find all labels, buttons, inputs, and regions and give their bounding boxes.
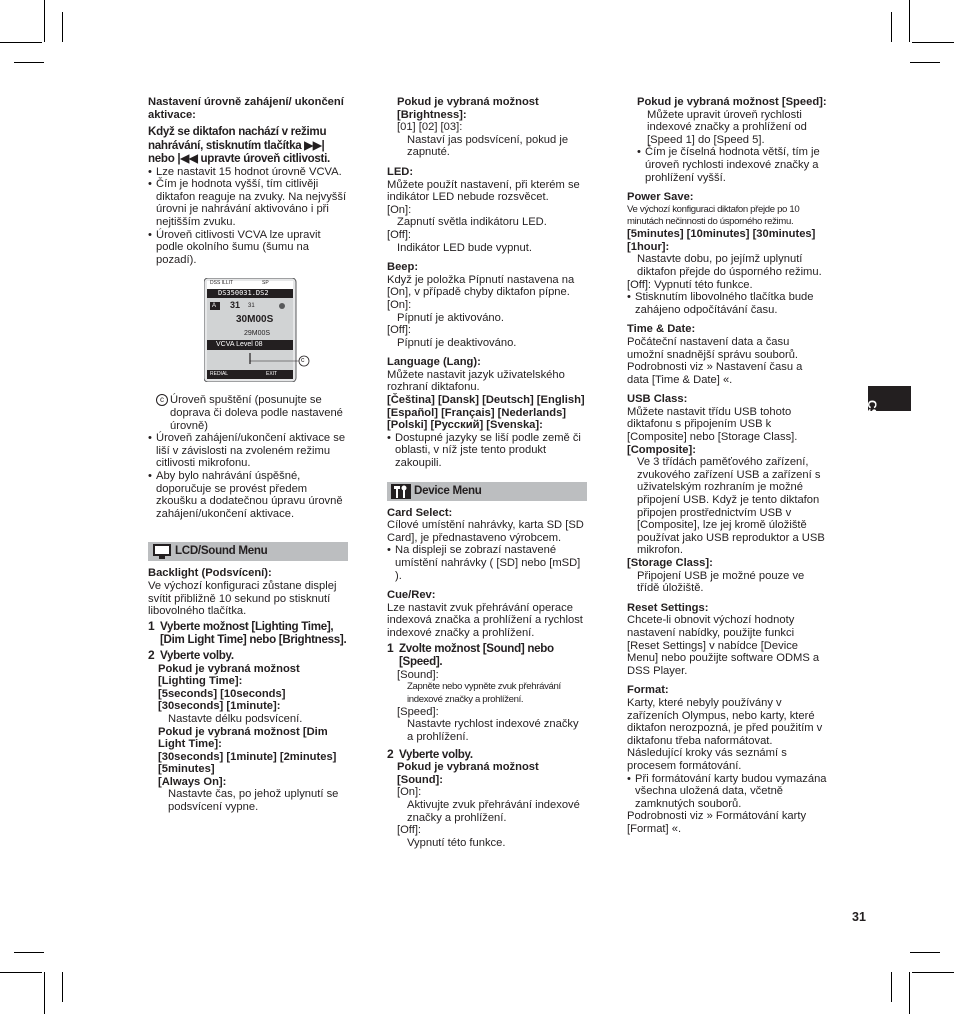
language-notes [387, 432, 587, 470]
time-date-description: Počáteční nastavení data a času umožní snadnější správu souborů. [627, 335, 799, 361]
step-number: 2 [387, 746, 394, 761]
backlight-heading: Backlight (Podsvícení): [148, 567, 272, 580]
card-select-description: Cílové umístění nahrávky, karta SD [SD Card], je přednastaveno výrobcem. [387, 519, 584, 544]
column-2 [387, 96, 587, 849]
beep-off-description: Pípnutí je deaktivováno. [397, 336, 517, 349]
list-item: • Při formátování karty budou vymazána všechna uložená data, včetně zamknutých souborů. [627, 773, 827, 811]
list-item: • Stisknutím libovolného tlačítka bude zahájeno odpočítávání času. [627, 291, 827, 316]
screen-vcva-level: VCVA Level 08 [216, 341, 263, 349]
led-off-description: Indikátor LED bude vypnut. [397, 241, 532, 254]
crop-mark [910, 62, 940, 63]
crop-mark [910, 952, 940, 953]
vcva-heading: Nastavení úrovně zahájení/ ukončení aktivace: [148, 96, 344, 121]
composite-description: Ve 3 třídách paměťového zařízení, zvukového zařízení USB a zařízení s uživatelským rozhraním je možné připojení USB. Když je tento diktafon připojen prostřednictvím USB v [Composite], lze jej kromě úložiště používat jako USB reproduktor a USB mikrofon. [637, 456, 825, 557]
screen-top-badge: SP [262, 280, 269, 287]
list-item: • Čím je číselná hodnota větší, tím je úroveň rychlosti indexové značky a prohlížení vyšší. [637, 146, 827, 184]
lighting-time-options: [5seconds] [10seconds] [30seconds] [1minute]: [158, 687, 286, 713]
language-heading: Language (Lang): [387, 356, 481, 369]
card-select-heading: Card Select: [387, 506, 453, 519]
card-select-notes [387, 544, 587, 582]
sound-on-label: [On]: [397, 786, 422, 799]
page-number: 31 [852, 910, 866, 924]
step-number: 1 [148, 618, 155, 633]
step-text: Zvolte možnost [Sound] nebo [Speed]. [399, 641, 554, 669]
list-item: • Na displeji se zobrazí nastavené umístění nahrávky ( [SD] nebo [mSD] ). [387, 544, 587, 582]
callout-text: Úroveň spuštění (posunujte se doprava či doleva podle nastavené úrovně) [170, 394, 343, 432]
step-2 [148, 649, 348, 663]
tools-icon [391, 484, 411, 499]
screen-left-softkey: REDIAL [210, 371, 229, 378]
callout-marker: c [156, 394, 168, 406]
column-3 [627, 96, 827, 835]
screen-folder: A [212, 303, 217, 310]
crop-mark [44, 972, 45, 1014]
crop-mark [44, 0, 45, 42]
brightness-options: [01] [02] [03]: [397, 121, 463, 134]
led-heading: LED: [387, 165, 414, 178]
beep-off-label: [Off]: [387, 324, 412, 337]
brightness-heading: Pokud je vybraná možnost [Brightness]: [397, 96, 539, 121]
speed-option-description: Můžete upravit úroveň rychlosti indexové značky a prohlížení od [Speed 1] do [Speed 5]. [647, 108, 807, 146]
vcva-notes [148, 432, 348, 520]
language-tab-label: CS [865, 400, 879, 417]
list-item: • Lze nastavit 15 hodnot úrovně VCVA. [148, 166, 348, 179]
crop-mark [14, 952, 44, 953]
sound-label: [Sound]: [397, 668, 439, 681]
power-save-off: [Off]: Vypnutí této funkce. [627, 278, 753, 291]
step-text: Vyberte volby. [399, 747, 473, 761]
format-heading: Format: [627, 684, 669, 697]
crop-mark [909, 972, 910, 1014]
time-date-reference: Podrobnosti viz » Nastavení času a data [Time & Date] «. [627, 361, 803, 386]
beep-on-label: [On]: [387, 298, 412, 311]
format-reference: Podrobnosti viz » Formátování karty [Format] «. [627, 810, 807, 835]
screen-total: 31 [248, 303, 255, 310]
section-header-device-menu [387, 482, 587, 501]
speed-description: Nastavte rychlost indexové značky a prohlížení. [407, 718, 579, 743]
section-title: Device Menu [414, 483, 482, 497]
dim-light-options: [30seconds] [1minute] [2minutes] [5minutes] [158, 750, 337, 776]
usb-class-description: Můžete nastavit třídu USB tohoto diktafonu s připojením USB k [Composite] nebo [Storage Class]. [627, 405, 798, 444]
column-1 [148, 96, 348, 814]
list-item: • Dostupné jazyky se liší podle země či oblasti, v níž jste tento produkt zakoupili. [387, 432, 587, 470]
sound-option-heading: Pokud je vybraná možnost [Sound]: [397, 761, 539, 786]
crop-mark [891, 12, 892, 42]
step-2 [387, 748, 587, 762]
sound-off-description: Vypnutí této funkce. [407, 836, 506, 849]
language-description: Můžete nastavit jazyk uživatelského rozhraní diktafonu. [387, 368, 565, 394]
speed-option-heading: Pokud je vybraná možnost [Speed]: [637, 96, 827, 108]
speed-label: [Speed]: [397, 705, 439, 718]
screen-right-softkey: EXIT [266, 371, 278, 378]
device-screen-illustration [204, 278, 304, 382]
step-text: Vyberte možnost [Lighting Time], [Dim Light Time] nebo [Brightness]. [160, 619, 347, 647]
crop-mark [0, 972, 42, 973]
lighting-time-description: Nastavte délku podsvícení. [168, 712, 303, 725]
power-save-description: Ve výchozí konfiguraci diktafon přejde po 10 minutách nečinnosti do úsporného režimu. [627, 203, 800, 227]
led-on-label: [On]: [387, 203, 412, 216]
screen-count: 31 [230, 300, 241, 311]
crop-mark [912, 42, 954, 43]
dim-light-heading: Pokud je vybraná možnost [Dim Light Time]: [158, 725, 328, 751]
list-item: • Úroveň citlivosti VCVA lze upravit podle okolního šumu (šumu na pozadí). [148, 229, 348, 267]
screen-top-label: DSS ILLIT [210, 280, 234, 287]
sound-off-label: [Off]: [397, 824, 422, 837]
step-text: Vyberte volby. [160, 648, 234, 662]
crop-mark [912, 972, 954, 973]
list-item: • Čím je hodnota vyšší, tím citlivěji diktafon reaguje na zvuky. Na nejvyšší úrovni je nahrávání aktivováno i při nejtišším zvuku. [148, 178, 348, 228]
power-save-notes [627, 291, 827, 316]
backlight-description: Ve výchozí konfiguraci zůstane displej svítit přibližně 10 sekund po stisknutí libovolného tlačítka. [148, 579, 337, 618]
sound-description: Zapněte nebo vypněte zvuk přehrávání indexové značky a prohlížení. [407, 681, 561, 705]
storage-class-label: [Storage Class]: [627, 557, 713, 569]
list-item: • Aby bylo nahrávání úspěšné, doporučuje se provést předem zkoušku a dodatečnou úpravu úrovně zahájení/ukončení aktivace. [148, 470, 348, 520]
led-on-description: Zapnutí světla indikátoru LED. [397, 216, 547, 229]
usb-class-heading: USB Class: [627, 393, 688, 406]
monitor-icon [152, 544, 172, 559]
step-number: 1 [387, 640, 394, 655]
callout-description [148, 394, 348, 432]
vcva-bullets [148, 166, 348, 267]
step-number: 2 [148, 647, 155, 662]
section-header-lcd-sound [148, 542, 348, 561]
screen-time-remaining: 29M00S [244, 330, 271, 338]
cue-rev-heading: Cue/Rev: [387, 589, 436, 602]
power-save-options: [5minutes] [10minutes] [30minutes] [1hour]: [627, 228, 816, 253]
beep-on-description: Pípnutí je aktivováno. [397, 311, 504, 324]
cue-rev-description: Lze nastavit zvuk přehrávání operace indexová značka a prohlížení a rychlost indexové značky a prohlížení. [387, 601, 583, 639]
storage-class-description: Připojení USB je možné pouze ve třídě úložiště. [637, 569, 805, 595]
section-title: LCD/Sound Menu [175, 544, 268, 558]
language-list: [Čeština] [Dansk] [Deutsch] [English] [Español] [Français] [Nederlands] [Polski] [Русский] [Svenska]: [387, 394, 585, 432]
crop-mark [62, 12, 63, 42]
screen-time-main: 30M00S [236, 314, 274, 326]
led-description: Můžete použít nastavení, při kterém se indikátor LED nebude rozsvěcet. [387, 178, 580, 204]
beep-heading: Beep: [387, 261, 419, 274]
reset-settings-heading: Reset Settings: [627, 601, 709, 614]
led-off-label: [Off]: [387, 228, 412, 241]
screen-filename: DS350031.DS2 [218, 289, 269, 298]
brightness-description: Nastaví jas podsvícení, pokud je zapnuté. [407, 133, 569, 159]
list-item: • Úroveň zahájení/ukončení aktivace se liší v závislosti na zvoleném režimu citlivosti mikrofonu. [148, 432, 348, 470]
crop-mark [909, 0, 910, 42]
lighting-time-heading: Pokud je vybraná možnost [Lighting Time]: [158, 662, 300, 688]
reset-settings-description: Chcete-li obnovit výchozí hodnoty nastavení nabídky, použijte funkci [Reset Settings] v nabídce [Device Menu] nebo použijte software ODMS a DSS Player. [627, 614, 820, 677]
format-notes [627, 773, 827, 811]
crop-mark [14, 62, 44, 63]
vcva-instruction: Když se diktafon nachází v režimu nahrávání, stisknutím tlačítka ▶▶| nebo |◀◀ upravte úroveň citlivosti. [148, 125, 330, 166]
crop-mark [891, 972, 892, 1002]
step-1 [387, 642, 587, 669]
crop-mark [62, 972, 63, 1002]
dim-light-options-2: [Always On]: [158, 775, 227, 788]
language-tab [865, 386, 911, 417]
time-date-heading: Time & Date: [627, 323, 696, 336]
composite-label: [Composite]: [627, 443, 696, 456]
speed-notes [637, 146, 827, 184]
crop-mark [0, 42, 42, 43]
dim-light-description: Nastavte čas, po jehož uplynutí se podsvícení vypne. [168, 788, 339, 814]
beep-description: Když je položka Pípnutí nastavena na [On], v případě chyby diktafon pípne. [387, 273, 575, 299]
power-save-heading: Power Save: [627, 191, 694, 204]
step-1 [148, 620, 348, 647]
sound-on-description: Aktivujte zvuk přehrávání indexové značky a prohlížení. [407, 798, 580, 824]
format-description: Karty, které nebyly používány v zařízeních Olympus, nebo karty, které diktafon nerozpozná, je před použitím v diktafonu třeba naformátovat. Následující kroky vás seznámí s procesem formátování. [627, 696, 823, 772]
callout-letter: c [301, 357, 305, 365]
power-save-option-description: Nastavte dobu, po jejímž uplynutí diktafon přejde do úsporného režimu. [637, 253, 822, 278]
